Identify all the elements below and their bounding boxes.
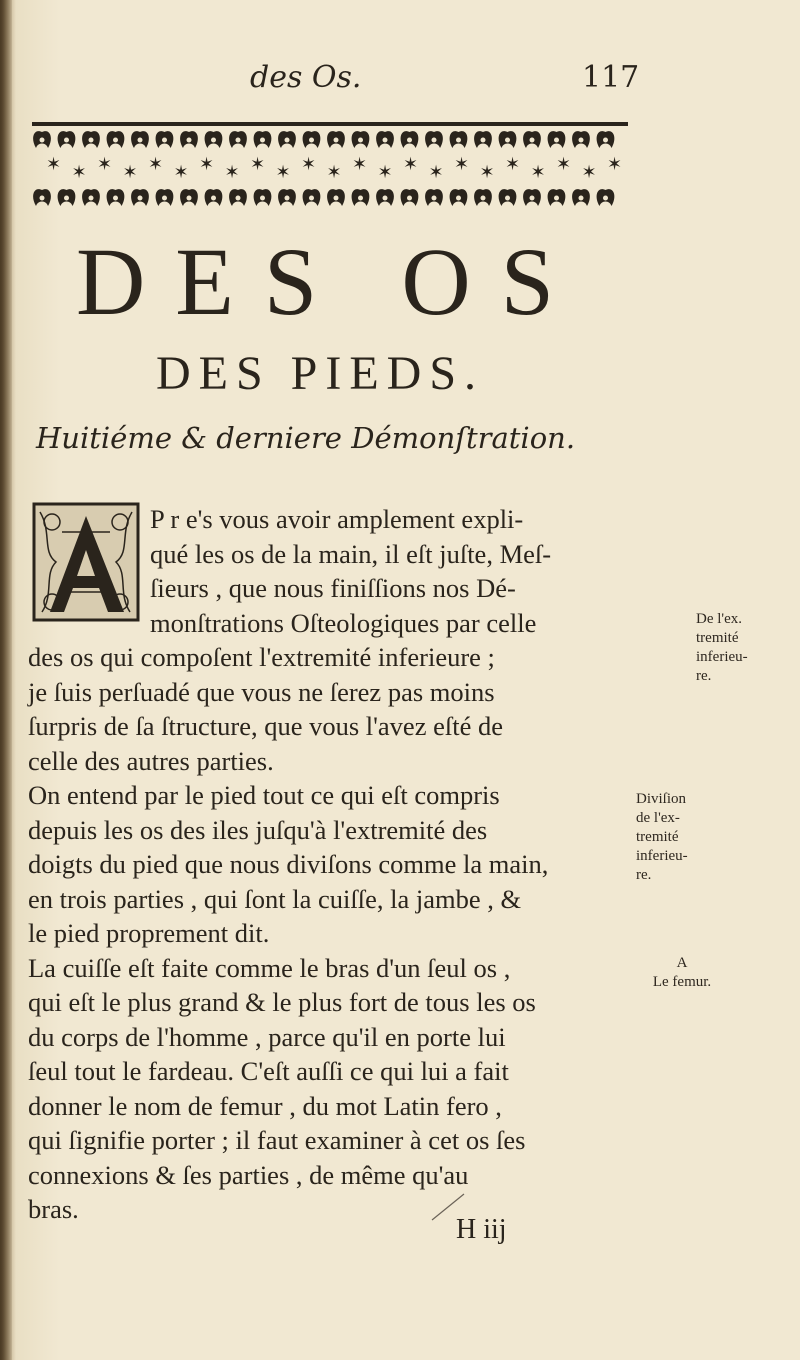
margin-line: inferieu- — [636, 848, 688, 864]
margin-line: inferieu- — [696, 649, 748, 665]
fleuron-eye — [211, 196, 216, 201]
text-line: qui eſt le plus grand & le plus fort de tous les os — [28, 987, 536, 1017]
margin-line: De l'ex. — [696, 611, 743, 627]
fleuron-eye — [383, 138, 388, 143]
fleuron-eye — [64, 138, 69, 143]
text-line: le pied proprement dit. — [28, 918, 270, 948]
fleuron-eye — [554, 196, 559, 201]
fleuron-eye — [579, 196, 584, 201]
star-mark: ✶ — [479, 162, 495, 183]
fleuron-eye — [554, 138, 559, 143]
text-line: ſeul tout le fardeau. C'eſt auſſi ce qui lui a fait — [28, 1056, 509, 1086]
star-mark: ✶ — [530, 162, 546, 183]
text-line: bras. — [28, 1194, 79, 1224]
text-line: des os qui compoſent l'extremité inferieure ; — [28, 642, 495, 672]
fleuron-eye — [530, 196, 535, 201]
drop-cap-ornament — [32, 502, 140, 622]
fleuron-eye — [138, 196, 143, 201]
fleuron-eye — [603, 138, 608, 143]
fleuron-eye — [113, 196, 118, 201]
margin-line: tremité — [636, 829, 679, 845]
first-paragraph — [150, 502, 551, 640]
title-sub: DES PIEDS. — [155, 347, 485, 400]
fleuron-eye — [530, 138, 535, 143]
fleuron-eye — [211, 138, 216, 143]
fleuron-eye — [407, 196, 412, 201]
star-mark: ✶ — [250, 154, 266, 175]
star-mark: ✶ — [97, 154, 113, 175]
text-line: P r e's vous avoir amplement expli- — [150, 504, 524, 534]
star-mark: ✶ — [556, 154, 572, 175]
star-row — [46, 154, 622, 183]
margin-line: de l'ex- — [636, 810, 680, 826]
page-number: 117 — [582, 60, 640, 95]
text-line: doigts du pied que nous diviſons comme la main, — [28, 849, 549, 879]
fleuron-eye — [285, 196, 290, 201]
text-line: monſtrations Oſteologiques par celle — [150, 607, 537, 638]
fleuron-eye — [334, 138, 339, 143]
fleuron-eye — [481, 138, 486, 143]
margin-line: re. — [636, 867, 652, 883]
star-mark: ✶ — [607, 154, 623, 175]
text-line: depuis les os des iles juſqu'à l'extremité des — [28, 814, 488, 845]
fleuron-eye — [64, 196, 69, 201]
star-mark: ✶ — [46, 154, 62, 175]
text-line: ſurpris de ſa ſtructure, que vous l'avez eſté de — [28, 711, 503, 741]
margin-note-femur — [640, 954, 724, 992]
main-text — [28, 640, 548, 1227]
fleuron-eye — [285, 138, 290, 143]
fleuron-eye — [260, 138, 265, 143]
text-line: qui ſignifie porter ; il faut examiner à cet os ſes — [28, 1125, 526, 1155]
star-mark: ✶ — [275, 162, 291, 183]
star-mark: ✶ — [352, 154, 368, 175]
star-mark: ✶ — [301, 154, 317, 175]
star-mark: ✶ — [326, 162, 342, 183]
margin-line: re. — [696, 668, 712, 684]
fleuron-eye — [603, 196, 608, 201]
fleuron-eye — [113, 138, 118, 143]
text-line: du corps de l'homme , parce qu'il en porte lui — [28, 1021, 506, 1052]
fleuron-eye — [505, 196, 510, 201]
fleuron-eye — [138, 138, 143, 143]
text-line: en trois parties , qui ſont la cuiſſe, la jambe , & — [28, 883, 522, 914]
text-line: connexions & ſes parties , de même qu'au — [28, 1159, 469, 1190]
fleuron-eye — [162, 138, 167, 143]
fleuron-eye — [358, 138, 363, 143]
text-line: qué les os de la main, il eſt juſte, Meſ- — [150, 538, 552, 569]
star-mark: ✶ — [122, 162, 138, 183]
star-mark: ✶ — [199, 154, 215, 175]
fleuron-eye — [236, 196, 241, 201]
star-mark: ✶ — [428, 162, 444, 183]
star-mark: ✶ — [224, 162, 240, 183]
text-line: ſieurs , que nous finiſſions nos Dé- — [150, 573, 516, 603]
fleuron-eye — [260, 196, 265, 201]
fleuron-row-top — [33, 131, 614, 148]
fleuron-eye — [40, 196, 45, 201]
margin-line: Le femur. — [652, 974, 712, 990]
star-mark: ✶ — [505, 154, 521, 175]
star-mark: ✶ — [71, 162, 87, 183]
binding-shadow — [0, 0, 12, 1360]
fleuron-eye — [432, 138, 437, 143]
fleuron-eye — [432, 196, 437, 201]
margin-line: A — [676, 955, 688, 971]
fleuron-eye — [89, 138, 94, 143]
text-line: je ſuis perſuadé que vous ne ſerez pas moins — [28, 676, 495, 707]
star-mark: ✶ — [377, 162, 393, 183]
fleuron-eye — [187, 138, 192, 143]
fleuron-eye — [236, 138, 241, 143]
fleuron-eye — [579, 138, 584, 143]
running-head — [0, 58, 800, 98]
star-mark: ✶ — [403, 154, 419, 175]
star-mark: ✶ — [581, 162, 597, 183]
star-mark: ✶ — [454, 154, 470, 175]
ornament-band — [32, 122, 628, 212]
margin-line: tremité — [696, 630, 739, 646]
signature-mark: H iij — [456, 1214, 507, 1245]
fleuron-eye — [40, 138, 45, 143]
fleuron-eye — [456, 196, 461, 201]
star-mark: ✶ — [173, 162, 189, 183]
section-heading: Huitiéme & derniere Démonſtration. — [36, 421, 576, 455]
fleuron-eye — [187, 196, 192, 201]
fleuron-eye — [358, 196, 363, 201]
text-line: donner le nom de femur , du mot Latin fero , — [28, 1090, 502, 1121]
fleuron-eye — [505, 138, 510, 143]
running-title: des Os. — [250, 60, 362, 95]
margin-note-extremite — [696, 610, 748, 686]
fleuron-eye — [309, 196, 314, 201]
title-main: DES OS — [75, 228, 585, 335]
fleuron-eye — [481, 196, 486, 201]
fleuron-eye — [456, 138, 461, 143]
fleuron-eye — [407, 138, 412, 143]
fleuron-row-bottom — [33, 189, 614, 206]
fleuron-eye — [309, 138, 314, 143]
fleuron-eye — [162, 196, 167, 201]
star-mark: ✶ — [148, 154, 164, 175]
margin-line: Diviſion — [636, 791, 687, 807]
fleuron-eye — [89, 196, 94, 201]
fleuron-eye — [334, 196, 339, 201]
text-line: On entend par le pied tout ce qui eſt compris — [28, 780, 500, 810]
text-line: La cuiſſe eſt faite comme le bras d'un ſeul os , — [28, 952, 511, 983]
margin-note-division — [636, 790, 688, 885]
text-line: celle des autres parties. — [28, 745, 274, 776]
fleuron-eye — [383, 196, 388, 201]
